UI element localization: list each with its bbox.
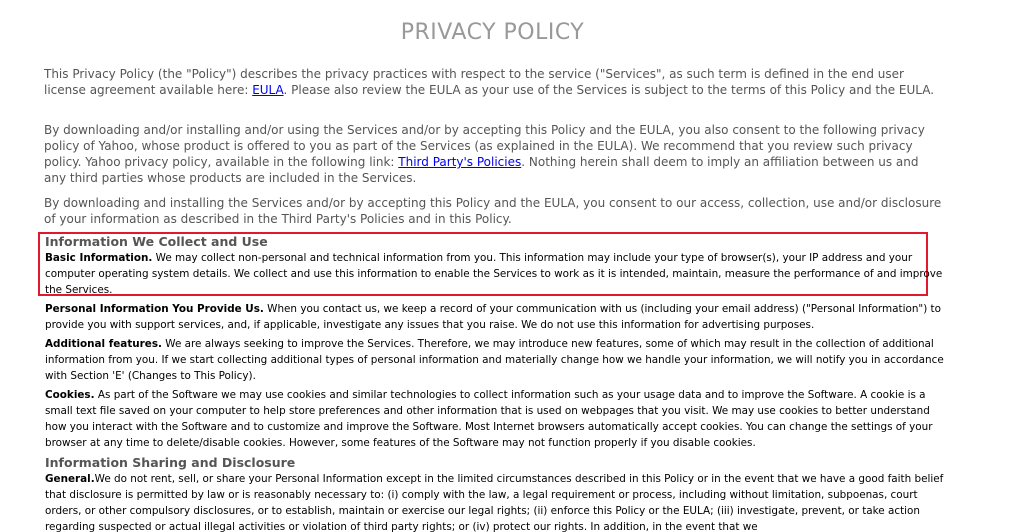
additional-features-label: Additional features. bbox=[45, 338, 162, 350]
intro-paragraph-3: By downloading and installing the Services and/or by accepting this Policy and the EULA, you consent to our access, collection, use and/or disclosure of your information as described in the Third Party's Policies and in this Policy. bbox=[44, 196, 942, 226]
cookies-text: As part of the Software we may use cookies and similar technologies to collect information such as your usage data and to improve the Software. A cookie is a small text file saved on your computer to help store preferences and other information that is used on webpages that you visit. We may use cookies to better understand how you interact with the Software and to customize and improve the Software. Most Internet browsers automatically accept cookies. You can change the settings of your browser at any time to delete/disable cookies. However, some features of the Software may not function properly if you disable cookies. bbox=[45, 389, 933, 449]
personal-information-label: Personal Information You Provide Us. bbox=[45, 303, 264, 315]
personal-information-paragraph bbox=[45, 301, 945, 333]
intro-p2-text-b: . Nothing herein shall deem to imply an affiliation between us and any third parties whose products are included in the Services. bbox=[44, 155, 919, 185]
additional-features-paragraph bbox=[45, 336, 945, 384]
intro-p1-text-a: This Privacy Policy (the "Policy") describes the privacy practices with respect to the service ("Services", as such term is defined in the end user license agreement available here: bbox=[44, 67, 904, 97]
personal-information-text: When you contact us, we keep a record of your communication with us (including your email address) ("Personal Information") to provide you with support services, and, if applicable, investigate any issues that you raise. We do not use this information for advertising purposes. bbox=[45, 303, 941, 331]
intro-p2-text-a: By downloading and/or installing and/or using the Services and/or by accepting this Policy and the EULA, you also consent to the following privacy policy of Yahoo, whose product is offered to you as part of the Services (as explained in the EULA). We recommend that you review such privacy policy. Yahoo privacy policy, available in the following link: bbox=[44, 123, 925, 169]
general-label: General. bbox=[45, 473, 95, 485]
basic-information-paragraph bbox=[45, 250, 945, 298]
section-heading-collect-use: Information We Collect and Use bbox=[45, 234, 268, 249]
third-party-policies-link[interactable]: Third Party's Policies bbox=[398, 155, 522, 169]
cookies-label: Cookies. bbox=[45, 389, 95, 401]
general-paragraph bbox=[45, 471, 945, 532]
basic-information-label: Basic Information. bbox=[45, 252, 153, 264]
general-text: We do not rent, sell, or share your Personal Information except in the limited circumstances described in this Policy or in the event that we have a good faith belief that disclosure is permitted by law or is reasonably necessary to: (i) comply with the law, a legal requirement or process, including without limitation, subpoenas, court orders, or other compulsory disclosures, or to establish, maintain or exercise our legal rights; (ii) enforce this Policy or the EULA; (iii) investigate, prevent, or take action regarding suspected or actual illegal activities or violation of third party rights; or (iv) protect our rights. In addition, in the event that we bbox=[45, 473, 944, 532]
intro-paragraph-2 bbox=[44, 122, 944, 186]
intro-p1-text-b: . Please also review the EULA as your use of the Services is subject to the terms of this Policy and the EULA. bbox=[283, 83, 935, 97]
cookies-paragraph bbox=[45, 387, 945, 451]
intro-paragraph-1 bbox=[44, 66, 944, 98]
eula-link[interactable]: EULA bbox=[252, 83, 284, 97]
page-title: PRIVACY POLICY bbox=[400, 20, 585, 45]
section-heading-sharing-disclosure: Information Sharing and Disclosure bbox=[45, 455, 296, 470]
additional-features-text: We are always seeking to improve the Services. Therefore, we may introduce new features, some of which may result in the collection of additional information from you. If we start collecting additional types of personal information and materially change how we handle your information, we will notify you in accordance with Section 'E' (Changes to This Policy). bbox=[45, 338, 944, 382]
basic-information-text: We may collect non-personal and technical information from you. This information may include your type of browser(s), your IP address and your computer operating system details. We collect and use this information to enable the Services to work as it is intended, maintain, measure the performance of and improve the Services. bbox=[45, 252, 943, 296]
